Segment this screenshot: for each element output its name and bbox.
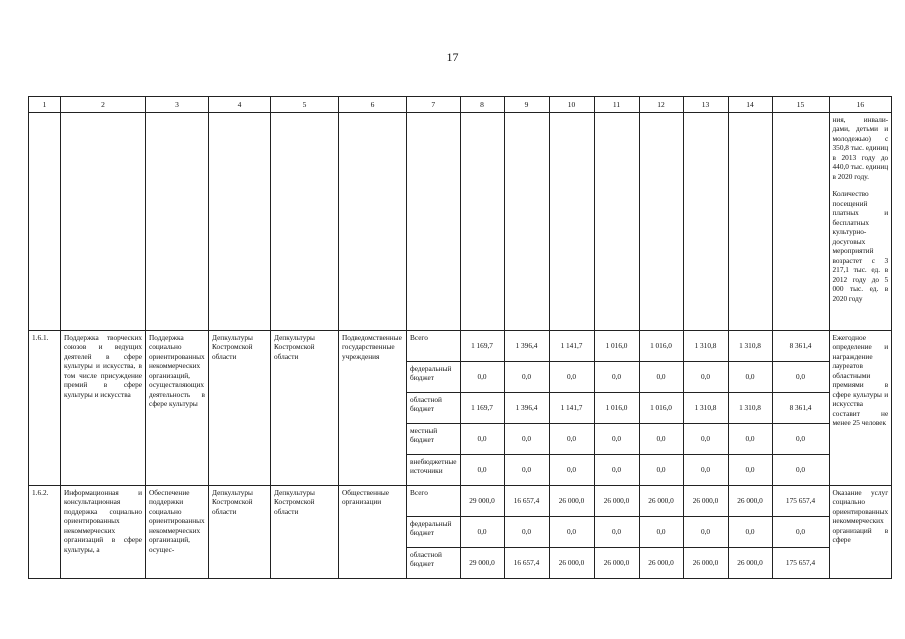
funding-value: 0,0 <box>639 362 683 393</box>
funding-value: 0,0 <box>772 517 829 548</box>
measure-title: Информационная и консультационная поддержка социально ориентированных некоммерческих организаций в сфере культуры, а <box>61 486 146 579</box>
funding-value: 29 000,0 <box>460 486 504 517</box>
column-number: 4 <box>209 97 271 113</box>
funding-value: 0,0 <box>504 455 549 486</box>
column-number: 7 <box>407 97 461 113</box>
column-number: 8 <box>460 97 504 113</box>
funding-value: 1 016,0 <box>639 393 683 424</box>
measure-code: 1.6.1. <box>29 331 61 486</box>
funding-row <box>29 331 892 362</box>
funding-source: областной бюджет <box>407 548 461 579</box>
funding-value: 1 396,4 <box>504 331 549 362</box>
funding-value: 1 396,4 <box>504 393 549 424</box>
funding-source: Всего <box>407 486 461 517</box>
funding-value: 1 310,8 <box>728 331 772 362</box>
funding-value: 175 657,4 <box>772 486 829 517</box>
funding-value: 0,0 <box>504 362 549 393</box>
funding-value: 0,0 <box>549 517 594 548</box>
funding-value: 0,0 <box>460 362 504 393</box>
measure-executor: Депкультуры Костромской области <box>271 486 339 579</box>
funding-value: 0,0 <box>683 424 728 455</box>
measure-goal: Обеспечение поддержки социально ориентированных некоммерческих организаций, осущес- <box>146 486 209 579</box>
column-number: 11 <box>594 97 639 113</box>
funding-value: 0,0 <box>639 517 683 548</box>
column-number: 5 <box>271 97 339 113</box>
funding-value: 0,0 <box>460 517 504 548</box>
measure-goal: Поддержка социально ориентированных некоммерческих организаций, осуществляющих деятельность в сфере культуры <box>146 331 209 486</box>
funding-value: 0,0 <box>728 362 772 393</box>
result-paragraph: Количество посещений платных и бесплатных культурно-досуговых мероприятий возрастет с 3 217,1 тыс. ед. в 2012 году до 5 000 тыс. ед. в 2020 году <box>832 189 889 303</box>
funding-value: 1 141,7 <box>549 393 594 424</box>
result-paragraph: ния, инвали-дами, детьми и молодежью) с 350,8 тыс. единиц в 2013 году до 440,0 тыс. единиц в 2020 году. <box>832 115 889 181</box>
funding-value: 8 361,4 <box>772 331 829 362</box>
program-table <box>28 96 892 579</box>
funding-value: 1 016,0 <box>639 331 683 362</box>
funding-value: 1 016,0 <box>594 331 639 362</box>
funding-value: 1 310,8 <box>728 393 772 424</box>
funding-value: 26 000,0 <box>683 486 728 517</box>
funding-value: 0,0 <box>594 424 639 455</box>
funding-value: 26 000,0 <box>594 486 639 517</box>
funding-value: 0,0 <box>683 362 728 393</box>
column-number: 3 <box>146 97 209 113</box>
measure-customer: Депкультуры Костромской области <box>209 331 271 486</box>
funding-value: 0,0 <box>772 362 829 393</box>
column-number: 10 <box>549 97 594 113</box>
funding-source: областной бюджет <box>407 393 461 424</box>
funding-source: внебюджетные источники <box>407 455 461 486</box>
column-number: 6 <box>339 97 407 113</box>
funding-value: 0,0 <box>594 517 639 548</box>
funding-value: 26 000,0 <box>549 486 594 517</box>
column-number: 14 <box>728 97 772 113</box>
measure-participants: Общественные организации <box>339 486 407 579</box>
funding-value: 16 657,4 <box>504 548 549 579</box>
funding-value: 0,0 <box>549 455 594 486</box>
column-number: 1 <box>29 97 61 113</box>
funding-value: 0,0 <box>460 455 504 486</box>
funding-source: федеральный бюджет <box>407 517 461 548</box>
funding-value: 1 016,0 <box>594 393 639 424</box>
funding-value: 0,0 <box>772 455 829 486</box>
funding-value: 26 000,0 <box>728 548 772 579</box>
funding-value: 0,0 <box>594 455 639 486</box>
column-number: 15 <box>772 97 829 113</box>
funding-value: 1 169,7 <box>460 393 504 424</box>
funding-value: 0,0 <box>639 424 683 455</box>
measure-result: Ежегодное определение и награждение лауреатов областными премиями в сфере культуры и искусства составит не менее 25 человек <box>829 331 892 486</box>
funding-source: Всего <box>407 331 461 362</box>
funding-value: 0,0 <box>683 455 728 486</box>
funding-value: 0,0 <box>594 362 639 393</box>
result-continuation <box>829 113 892 331</box>
column-number: 9 <box>504 97 549 113</box>
funding-value: 0,0 <box>772 424 829 455</box>
funding-source: местный бюджет <box>407 424 461 455</box>
measure-title: Поддержка творческих союзов и ведущих деятелей в сфере культуры и искусства, в том числе присуждение премий в сфере культуры и искусства <box>61 331 146 486</box>
column-number: 13 <box>683 97 728 113</box>
page-number: 17 <box>446 50 459 64</box>
column-number: 2 <box>61 97 146 113</box>
funding-value: 29 000,0 <box>460 548 504 579</box>
funding-value: 0,0 <box>504 517 549 548</box>
funding-value: 0,0 <box>549 424 594 455</box>
funding-value: 8 361,4 <box>772 393 829 424</box>
funding-row <box>29 486 892 517</box>
funding-value: 1 310,8 <box>683 393 728 424</box>
funding-value: 0,0 <box>728 517 772 548</box>
funding-value: 0,0 <box>504 424 549 455</box>
funding-value: 1 141,7 <box>549 331 594 362</box>
funding-value: 175 657,4 <box>772 548 829 579</box>
funding-value: 0,0 <box>728 424 772 455</box>
funding-value: 26 000,0 <box>639 486 683 517</box>
funding-value: 26 000,0 <box>549 548 594 579</box>
funding-value: 0,0 <box>639 455 683 486</box>
measure-participants: Подведомственные государственные учреждения <box>339 331 407 486</box>
funding-value: 16 657,4 <box>504 486 549 517</box>
column-number-row <box>29 97 892 113</box>
funding-value: 1 310,8 <box>683 331 728 362</box>
funding-value: 26 000,0 <box>639 548 683 579</box>
funding-value: 0,0 <box>460 424 504 455</box>
measure-result: Оказание услуг социально ориентированных некоммерческих организаций в сфере <box>829 486 892 579</box>
funding-value: 0,0 <box>549 362 594 393</box>
measure-customer: Депкультуры Костромской области <box>209 486 271 579</box>
funding-value: 1 169,7 <box>460 331 504 362</box>
measure-code: 1.6.2. <box>29 486 61 579</box>
funding-value: 26 000,0 <box>728 486 772 517</box>
funding-value: 26 000,0 <box>594 548 639 579</box>
funding-source: федеральный бюджет <box>407 362 461 393</box>
funding-value: 26 000,0 <box>683 548 728 579</box>
continuation-row <box>29 113 892 331</box>
funding-value: 0,0 <box>728 455 772 486</box>
column-number: 16 <box>829 97 892 113</box>
measure-executor: Депкультуры Костромской области <box>271 331 339 486</box>
funding-value: 0,0 <box>683 517 728 548</box>
column-number: 12 <box>639 97 683 113</box>
